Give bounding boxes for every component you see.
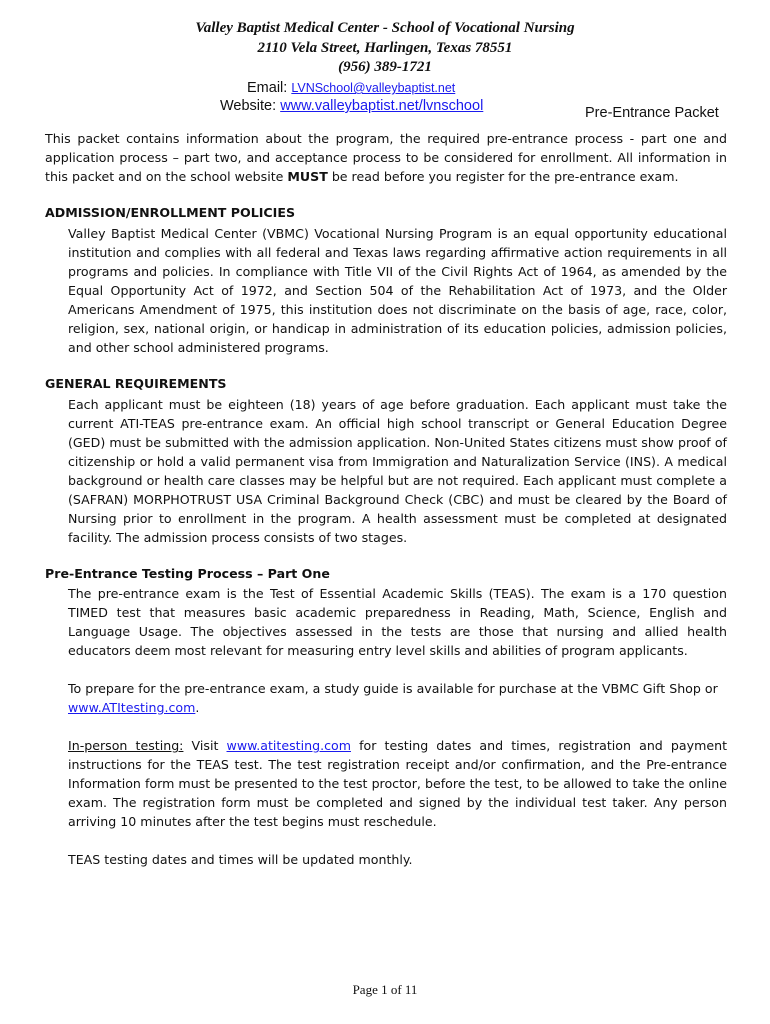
email-line [247,80,455,96]
visit-text: Visit [183,738,227,753]
general-paragraph: Each applicant must be eighteen (18) years of age before graduation. Each applicant must take the current ATI-TEAS pre-entrance exam. An official high school transcript or General Education Degree (GED) must be submitted with the admission application. Non-United States citizens must show proof of citizenship or hold a valid permanent visa from Immigration and Naturalization Service (INS). A medical background or health care classes may be helpful but are not required. Each applicant must complete a (SAFRAN) MORPHOTRUST USA Criminal Background Check (CBC) and must be cleared by the Board of Nursing prior to enrollment in the program. A health assessment must be completed at designated facility. The admission process consists of two stages. [68,397,727,545]
email-label: Email: [247,80,292,96]
institution-name: Valley Baptist Medical Center - School of Vocational Nursing [195,20,575,36]
in-person-text: for testing dates and times, registration and payment instructions for the TEAS test. The test registration receipt and/or confirmation, and the Pre-entrance Information form must be presented to the test proctor, before the test, to be allowed to take the online exam. The registration form must be completed and signed by the individual test taker. Any person arriving 10 minutes after the test begins must reschedule. [68,738,728,829]
website-link[interactable]: www.valleybaptist.net/lvnschool [280,98,484,114]
testing-paragraph-1: The pre-entrance exam is the Test of Essential Academic Skills (TEAS). The exam is a 170 question TIMED test that measures basic academic preparedness in Reading, Math, Science, English and Language Usage. The objectives assessed in the tests are those that nursing and allied health educators deem most relevant for measuring entry level skills and abilities of program applicants. [68,586,727,658]
ati-testing-link[interactable]: www.ATItesting.com [68,700,196,715]
intro-paragraph [45,129,727,186]
testing-paragraph-4: TEAS testing dates and times will be updated monthly. [68,852,413,867]
in-person-label: In-person testing: [68,738,184,753]
testing-paragraph-2 [68,679,727,717]
email-link[interactable]: LVNSchool@valleybaptist.net [291,81,456,95]
website-label: Website: [220,98,281,114]
intro-text-1: This packet contains information about the program, the required pre-entrance process - part one and application process – part two, and acceptance process to be considered for enrollment. All information in this packet and on the school website [45,131,727,184]
intro-emphasis: MUST [287,169,328,184]
atitesting-link[interactable]: www.atitesting.com [226,738,351,753]
general-heading: GENERAL REQUIREMENTS [45,376,227,391]
admission-heading: ADMISSION/ENROLLMENT POLICIES [45,205,296,220]
study-guide-end: . [195,700,200,715]
testing-heading: Pre-Entrance Testing Process – Part One [45,566,330,581]
website-line [220,98,483,114]
institution-phone: (956) 389-1721 [338,59,432,75]
intro-text-2: be read before you register for the pre-entrance exam. [327,169,679,184]
study-guide-text: To prepare for the pre-entrance exam, a study guide is available for purchase at the VBMC Gift Shop or [68,681,718,696]
packet-title: Pre-Entrance Packet [585,105,719,121]
page-number: Page 1 of 11 [352,982,418,997]
admission-paragraph: Valley Baptist Medical Center (VBMC) Vocational Nursing Program is an equal opportunity educational institution and complies with all federal and Texas laws regarding affirmative action requirements in all programs and policies. In compliance with Title VII of the Civil Rights Act of 1964, as amended by the Equal Opportunity Act of 1972, and Section 504 of the Rehabilitation Act of 1973, and the Older Americans Amendment of 1975, this institution does not discriminate on the basis of age, race, color, religion, sex, national origin, or handicap in administration of its education policies, admission policies, and other school administered programs. [68,226,727,355]
institution-address: 2110 Vela Street, Harlingen, Texas 78551 [257,40,513,56]
testing-paragraph-3 [68,736,727,831]
